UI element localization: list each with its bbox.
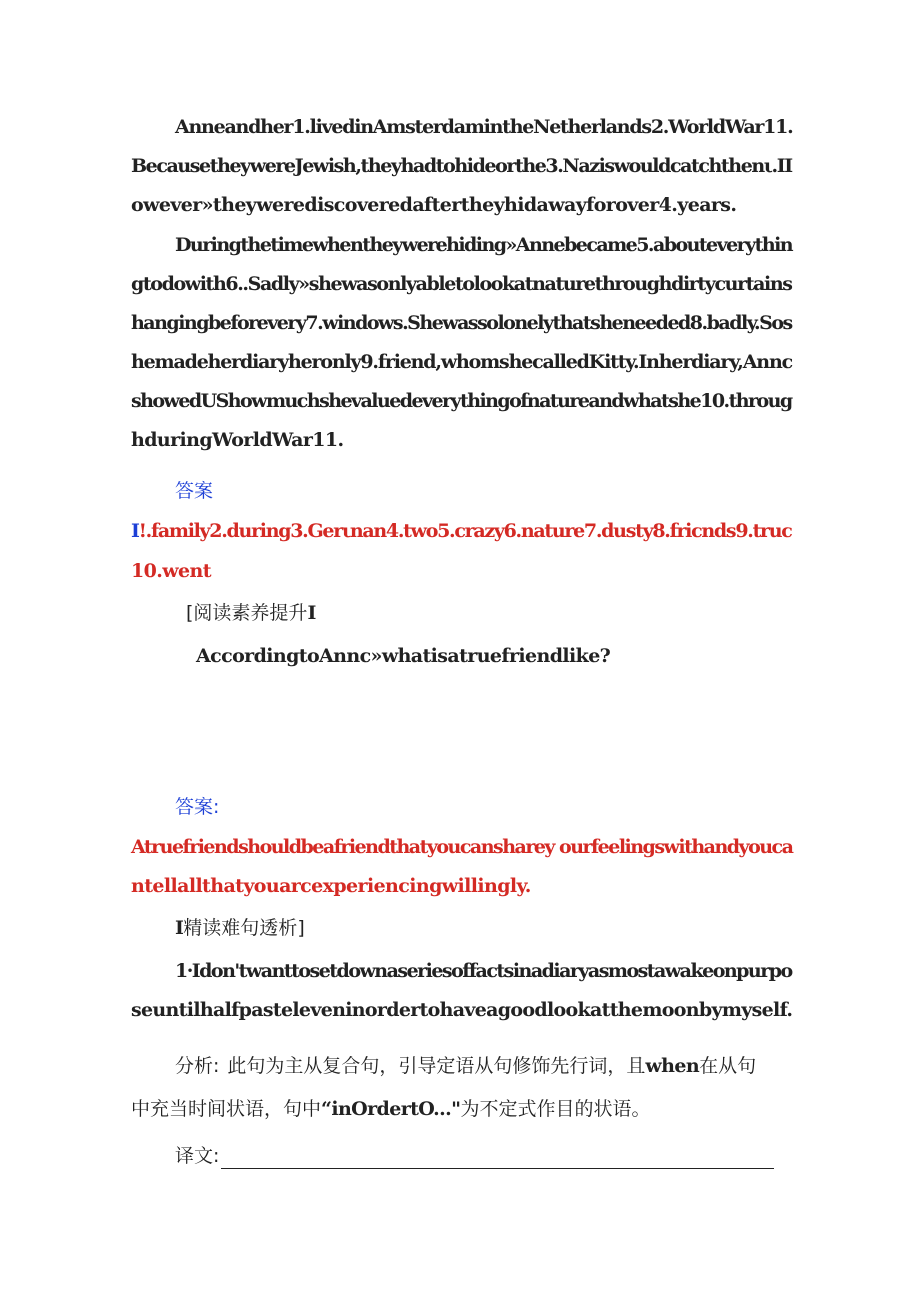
answer-2-line-1: Atruefriendshouldbeafriendthatyoucansharey ourfeelingswithandyouca (131, 836, 793, 858)
difficult-title-text: 精读难句透析 (183, 917, 298, 939)
analysis-label: 分析: (175, 1055, 220, 1077)
p2-line-2: gtodowith6..Sadly»shewasonlyabletolookatnaturethroughdirtycurtains (131, 273, 792, 295)
p2-line-3: hangingbeforevery7.windows.Shewassolonelythatsheneeded8.badly.Sos (131, 312, 792, 334)
sentence-line-2: seuntilhalfpasteleveninordertohaveagoodlookatthemoonbymyself. (131, 999, 793, 1021)
reading-section-title: [阅读素养提升I (186, 602, 316, 624)
answer-prefix: I (131, 520, 139, 542)
p2-line-1: Duringthetimewhentheywerehiding»Annebecame5.abouteverythin (175, 234, 793, 256)
p1-line-2: BecausetheywereJewish,theyhadtohideorthe3.Naziswouldcatchthenι.II (131, 155, 792, 177)
p1-line-3: owever»theywerediscoveredaftertheyhidawayforover4.years. (131, 194, 737, 216)
answer-label-2: 答案: (175, 796, 220, 818)
answer-2-line-2: ntellallthatyouarcexperiencingwillingly. (131, 875, 531, 897)
translation-blank[interactable] (221, 1148, 774, 1169)
answer-text: !.family2.during3.Gerιnan4.two5.crazy6.nature7.dusty8.fricnds9.truc (138, 520, 792, 542)
translation-label: 译文: (175, 1145, 220, 1167)
answer-label: 答案 (175, 480, 214, 502)
answer-line-1 (131, 518, 792, 544)
reading-title-text: 阅读素养提升 (193, 602, 308, 624)
p2-line-4: hemadeherdiaryheronly9.friend,whomshecalledKitty.Inherdiary,Annc (131, 351, 792, 373)
translation-line (175, 1143, 774, 1169)
sentence-line-1: 1·Idon'twanttosetdownaseriesoffactsinadiaryasmostawakeonpurpo (175, 960, 792, 982)
p1-line-1: Anneandher1.livedinAmsterdamintheNetherlands2.WorldWar11. (175, 116, 793, 138)
p2-line-5: showedUShowmuchshevaluedeverythingofnatureandwhatshe10.throug (131, 390, 792, 412)
analysis-line-1: 分析: 此句为主从复合句，引导定语从句修饰先行词，且when在从句 (175, 1055, 757, 1077)
difficult-section-title: I精读难句透析] (175, 917, 305, 939)
answer-line-2: 10.went (131, 560, 211, 582)
p2-line-6: hduringWorldWar11. (131, 429, 344, 451)
reading-question: AccordingtoAnnc»whatisatruefriendlike? (196, 645, 611, 667)
analysis-line-2: 中充当时间状语，句中“inOrdertO..."为不定式作目的状语。 (131, 1098, 651, 1120)
